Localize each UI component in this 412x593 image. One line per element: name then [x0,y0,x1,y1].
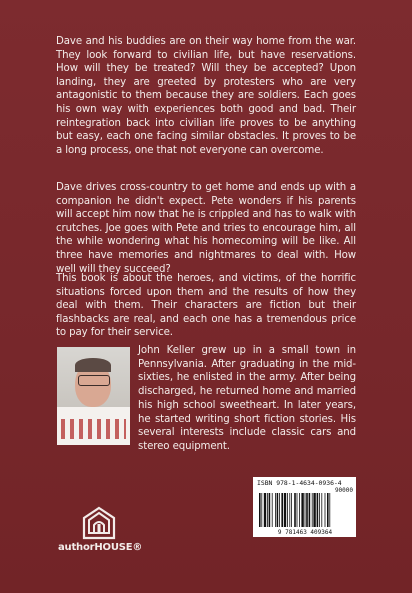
price-code: 90000 [334,487,353,494]
author-photo [57,347,130,445]
publisher-logo [58,506,143,566]
barcode-bars [259,493,351,527]
synopsis-paragraph-1: Dave and his buddies are on their way home from the war. They look forward to civilian life, but have reservations. How will they be treated? Will they be accepted? Upon landing, they are greeted by protesters who are very antagonistic to them because they are soldiers. Each goes his own way with experiences both good and bad. Their reintegration back into civilian life proves to be anything but easy, each one facing similar obstacles. It proves to be a long process, one that not everyone can overcome. [56,36,356,156]
synopsis-paragraph-2: Dave drives cross-country to get home and ends up with a companion he didn't expect. Pete wonders if his parents will accept him now that he is crippled and has to walk with crutches. Joe goes with Pete and tries to encourage him, all the while wondering what his homecoming will be like. All three have memories and nightmares to deal with. How well will they succeed? [56,182,356,275]
isbn-barcode [253,477,356,537]
synopsis-paragraph-3: This book is about the heroes, and victims, of the horrific situations forced upon them and the results of how they deal with them. Their characters are fiction but their flashbacks are real, and each one has a tremendous price to pay for their service. [56,273,356,339]
publisher-name: authorHOUSE® [58,542,143,553]
barcode-digits: 9 781463 409364 [277,529,333,536]
authorhouse-house-icon [82,506,116,540]
isbn-label: ISBN 978-1-4634-0936-4 [257,479,342,487]
author-bio: John Keller grew up in a small town in Pennsylvania. After graduating in the mid-sixties, he enlisted in the army. After being discharged, he returned home and married his high school sweetheart. In later years, he started writing short fiction stories. His several interests include classic cars and stereo equipment. [138,345,356,452]
